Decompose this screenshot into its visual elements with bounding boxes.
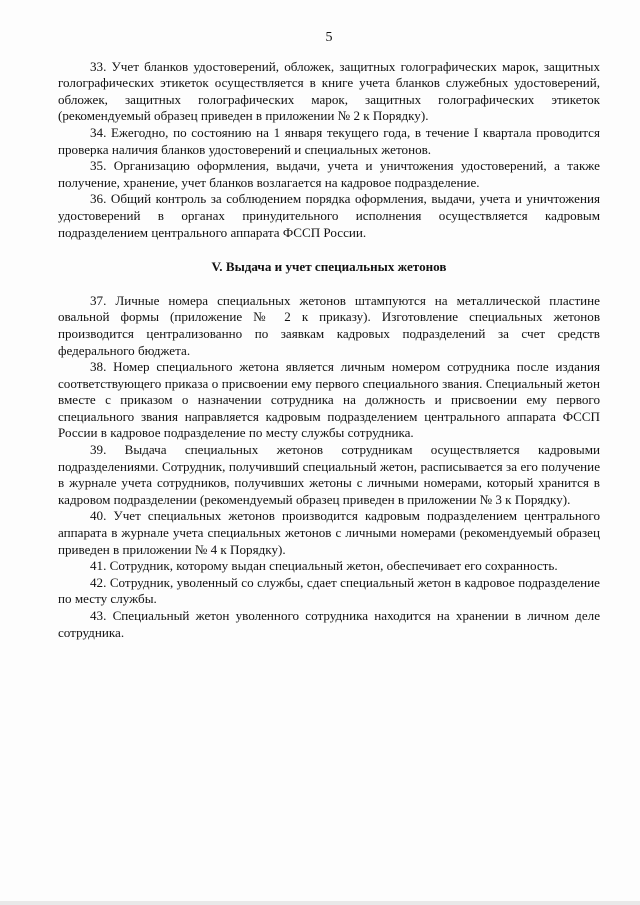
paragraph-43: 43. Специальный жетон уволенного сотрудника находится на хранении в личном деле сотрудника. bbox=[58, 608, 600, 640]
paragraph-35: 35. Организацию оформления, выдачи, учета и уничтожения удостоверений, а также получение, хранение, учет бланков возлагается на кадровое подразделение. bbox=[58, 158, 600, 190]
page-bottom-edge bbox=[0, 901, 640, 905]
section-heading: V. Выдача и учет специальных жетонов bbox=[211, 259, 447, 275]
paragraph-42: 42. Сотрудник, уволенный со службы, сдает специальный жетон в кадровое подразделение по месту службы. bbox=[58, 574, 600, 607]
section-iv-tail bbox=[58, 59, 600, 242]
paragraph-40: 40. Учет специальных жетонов производится кадровым подразделением центрального аппарата в журнале учета специальных жетонов с личными номерами (рекомендуемый образец приведен в приложении № 4 к Порядку). bbox=[58, 508, 600, 557]
paragraph-34: 34. Ежегодно, по состоянию на 1 января текущего года, в течение I квартала проводится проверка наличия бланков удостоверений и специальных жетонов. bbox=[58, 124, 600, 157]
paragraph-38: 38. Номер специального жетона является личным номером сотрудника после издания соответствующего приказа о присвоении ему первого специального звания. Специальный жетон вместе с приказом о назначении сотрудника на должность и присвоении ему первого специального звания направляется кадровым подразделением центрального аппарата ФССП России в кадровое подразделение по месту службы сотрудника. bbox=[58, 359, 600, 441]
paragraph-36: 36. Общий контроль за соблюдением порядка оформления, выдачи, учета и уничтожения удостоверений в органах принудительного исполнения осуществляется кадровым подразделением центрального аппарата ФССП России. bbox=[58, 191, 600, 240]
paragraph-39: 39. Выдача специальных жетонов сотрудникам осуществляется кадровыми подразделениями. Сотрудник, получивший специальный жетон, расписывается за его получение в журнале учета сотрудников, получивших жетоны с личными номерами, который хранится в кадровом подразделении (рекомендуемый образец приведен в приложении № 3 к Порядку). bbox=[58, 442, 600, 507]
paragraph-33: 33. Учет бланков удостоверений, обложек, защитных голографических марок, защитных голографических этикеток осуществляется в книге учета бланков служебных удостоверений, обложек, защитных голографических марок, защитных голографических этикеток (рекомендуемый образец приведен в приложении № 2 к Порядку). bbox=[58, 58, 600, 124]
paragraph-37: 37. Личные номера специальных жетонов штампуются на металлической пластине овальной формы (приложение № 2 к приказу). Изготовление специальных жетонов производится централизованно по заявкам кадровых подразделений за счет средств федерального бюджета. bbox=[58, 292, 600, 358]
page-number: 5 bbox=[325, 30, 333, 45]
paragraph-41: 41. Сотрудник, которому выдан специальный жетон, обеспечивает его сохранность. bbox=[90, 558, 558, 574]
section-v-body bbox=[58, 293, 600, 641]
